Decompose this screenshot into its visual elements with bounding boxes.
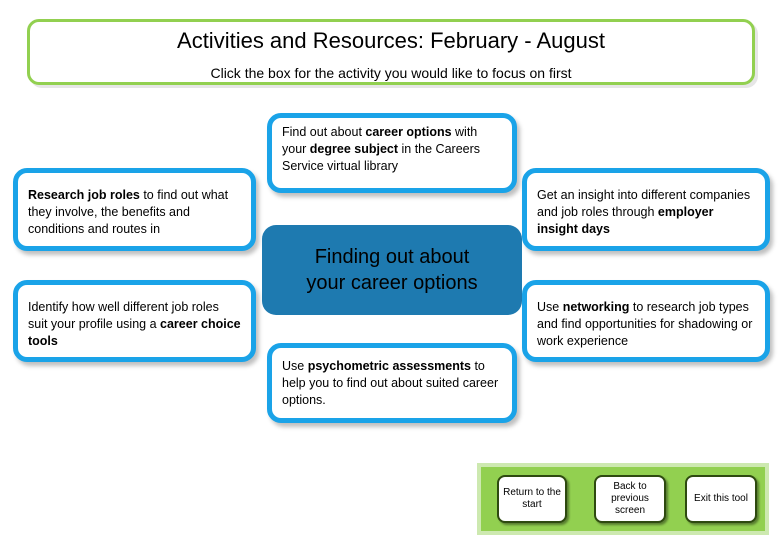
card-employer-insight-days[interactable]: Get an insight into different companies and job roles through employer insight days bbox=[522, 168, 770, 251]
page-subtitle: Click the box for the activity you would like to focus on first bbox=[210, 65, 572, 81]
center-topic-line-1: Finding out about bbox=[314, 246, 470, 268]
card-research-job-roles[interactable]: Research job roles to find out what they involve, the benefits and conditions and routes in bbox=[13, 168, 256, 251]
exit-tool-button[interactable]: Exit this tool bbox=[685, 475, 757, 523]
page-title: Activities and Resources: February - August bbox=[177, 28, 605, 53]
card-networking[interactable]: Use networking to research job types and find opportunities for shadowing or work experience bbox=[522, 280, 770, 362]
center-topic-line-2: your career options bbox=[306, 272, 478, 294]
return-to-start-button[interactable]: Return to the start bbox=[497, 475, 567, 523]
center-topic-finding-out-career-options bbox=[262, 225, 522, 315]
card-psychometric-assessments[interactable]: Use psychometric assessments to help you to find out about suited career options. bbox=[267, 343, 517, 423]
header-panel bbox=[27, 19, 755, 85]
card-career-options-library[interactable]: Find out about career options with your degree subject in the Careers Service virtual library bbox=[267, 113, 517, 193]
card-career-choice-tools[interactable]: Identify how well different job roles suit your profile using a career choice tools bbox=[13, 280, 256, 362]
back-to-previous-screen-button[interactable]: Back to previous screen bbox=[594, 475, 666, 523]
navigation-panel bbox=[477, 463, 769, 535]
